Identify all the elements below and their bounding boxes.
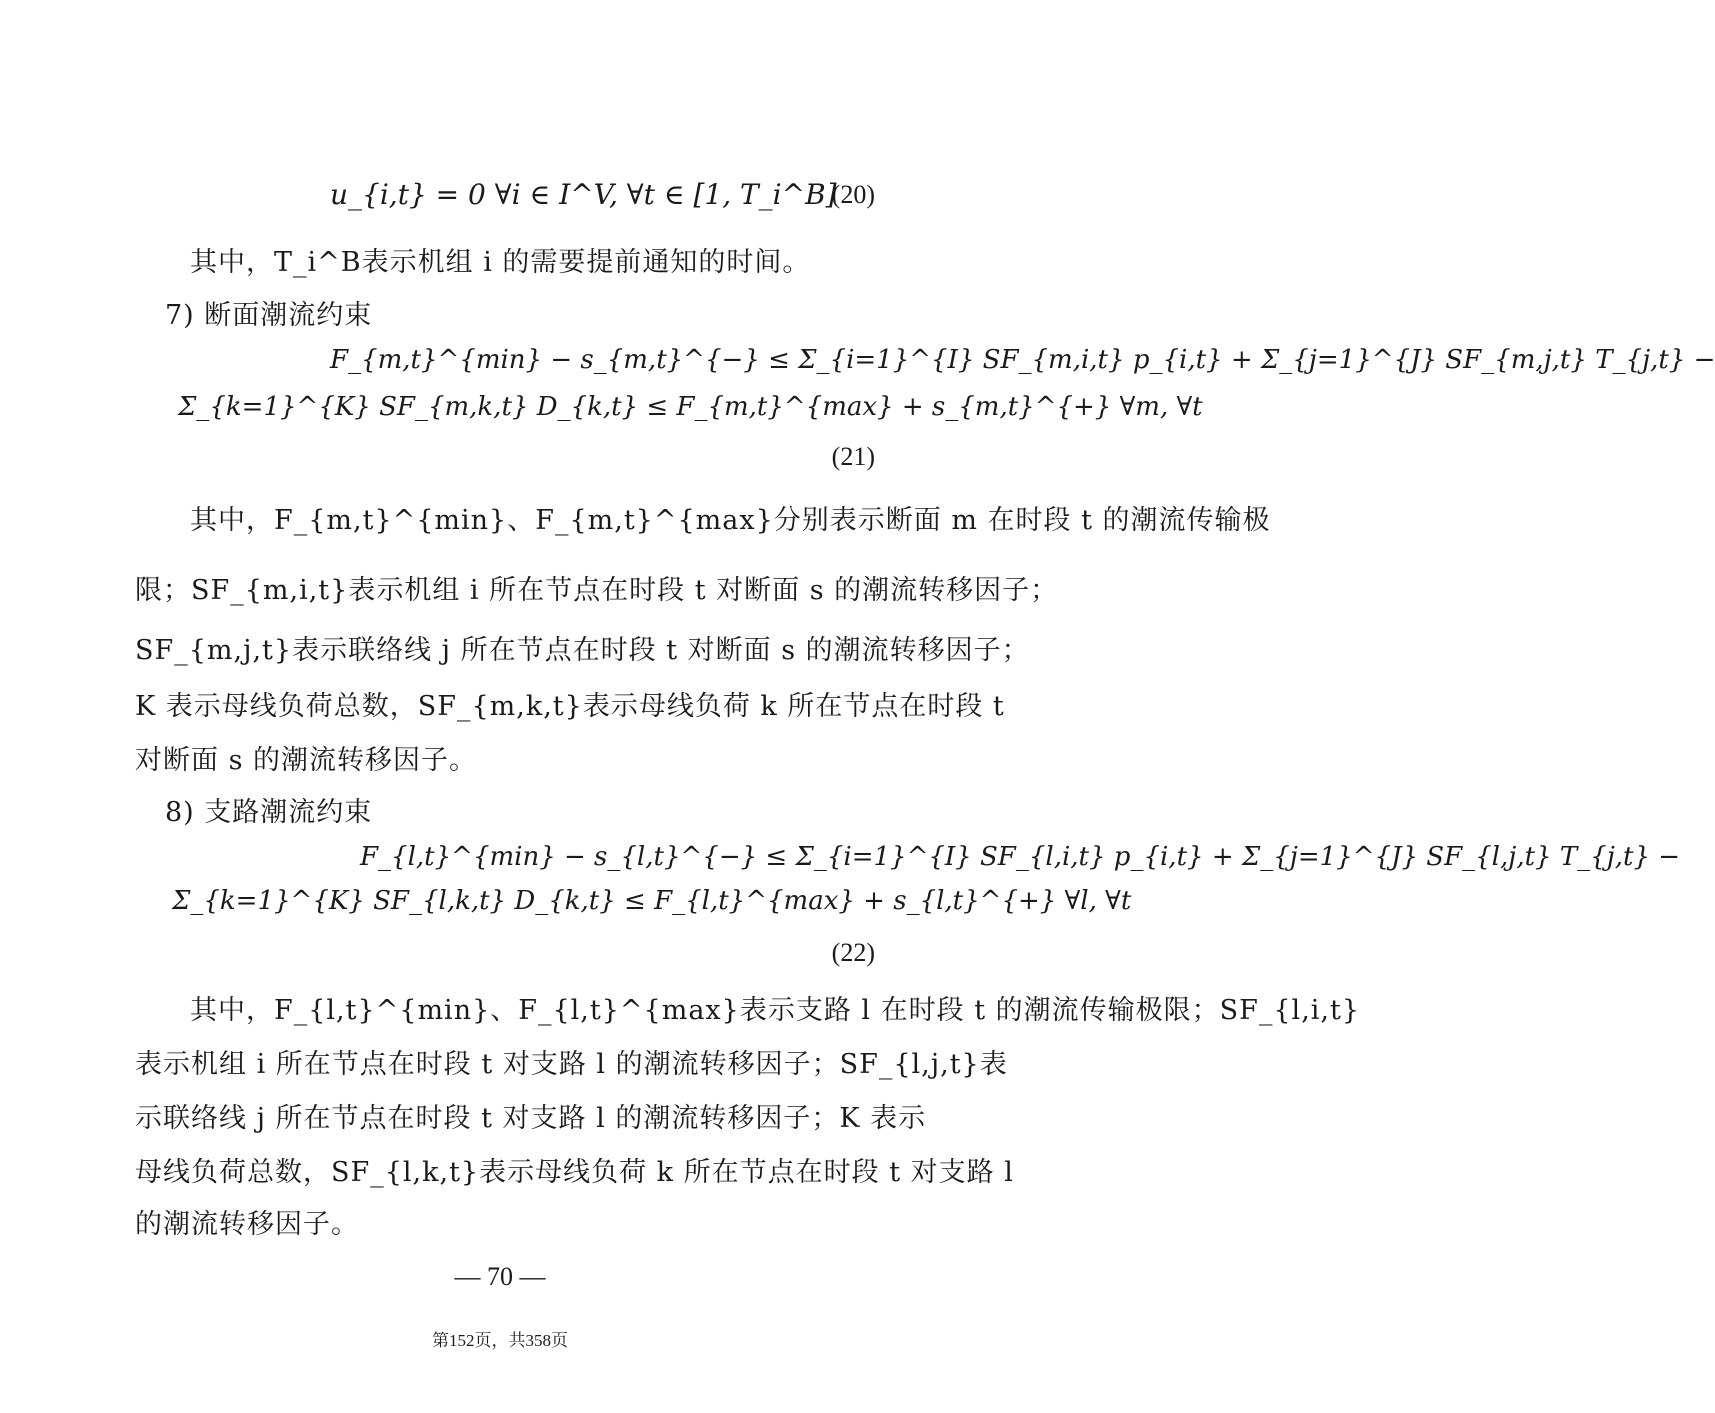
heading-section-7: 7) 断面潮流约束 — [165, 300, 373, 331]
paragraph-section-8-line-5: 的潮流转移因子。 — [135, 1209, 359, 1240]
paragraph-section-7-line-5: 对断面 s 的潮流转移因子。 — [135, 745, 478, 776]
paragraph-section-8-line-4: 母线负荷总数，SF_{l,k,t}表示母线负荷 k 所在节点在时段 t 对支路 l — [135, 1157, 1014, 1188]
equation-number-20: (20) — [831, 180, 875, 209]
equation-20: u_{i,t} = 0 ∀i ∈ I^V, ∀t ∈ [1, T_i^B] — [330, 178, 837, 211]
page-total-indicator: 第152页，共358页 — [432, 1331, 568, 1350]
paragraph-tib-definition: 其中，T_i^B表示机组 i 的需要提前通知的时间。 — [190, 247, 811, 278]
paragraph-section-8-line-2: 表示机组 i 所在节点在时段 t 对支路 l 的潮流转移因子；SF_{l,j,t}表 — [135, 1049, 1008, 1080]
paragraph-section-7-line-1: 其中，F_{m,t}^{min}、F_{m,t}^{max}分别表示断面 m 在时段 t 的潮流传输极 — [190, 505, 1271, 536]
paragraph-section-7-line-3: SF_{m,j,t}表示联络线 j 所在节点在时段 t 对断面 s 的潮流转移因子； — [135, 635, 1030, 666]
equation-21-line-2: Σ_{k=1}^{K} SF_{m,k,t} D_{k,t} ≤ F_{m,t}^{max} + s_{m,t}^{+} ∀m, ∀t — [178, 392, 1203, 422]
paragraph-section-7-line-2: 限；SF_{m,i,t}表示机组 i 所在节点在时段 t 对断面 s 的潮流转移因子； — [135, 575, 1059, 606]
paragraph-section-8-line-1: 其中，F_{l,t}^{min}、F_{l,t}^{max}表示支路 l 在时段 t 的潮流传输极限；SF_{l,i,t} — [190, 995, 1361, 1026]
equation-number-22: (22) — [831, 938, 875, 967]
equation-number-21: (21) — [831, 442, 875, 471]
heading-section-8: 8) 支路潮流约束 — [165, 797, 373, 828]
equation-22-line-1: F_{l,t}^{min} − s_{l,t}^{−} ≤ Σ_{i=1}^{I} SF_{l,i,t} p_{i,t} + Σ_{j=1}^{J} SF_{l,j,t} T_{j,t} − — [360, 842, 1681, 872]
equation-21-line-1: F_{m,t}^{min} − s_{m,t}^{−} ≤ Σ_{i=1}^{I} SF_{m,i,t} p_{i,t} + Σ_{j=1}^{J} SF_{m,j,t} T_{j,t} − — [330, 345, 1715, 375]
paragraph-section-7-line-4: K 表示母线负荷总数，SF_{m,k,t}表示母线负荷 k 所在节点在时段 t — [135, 691, 1005, 722]
equation-22-line-2: Σ_{k=1}^{K} SF_{l,k,t} D_{k,t} ≤ F_{l,t}^{max} + s_{l,t}^{+} ∀l, ∀t — [172, 886, 1132, 916]
page-number: — 70 — — [454, 1262, 546, 1291]
paragraph-section-8-line-3: 示联络线 j 所在节点在时段 t 对支路 l 的潮流转移因子；K 表示 — [135, 1103, 927, 1134]
